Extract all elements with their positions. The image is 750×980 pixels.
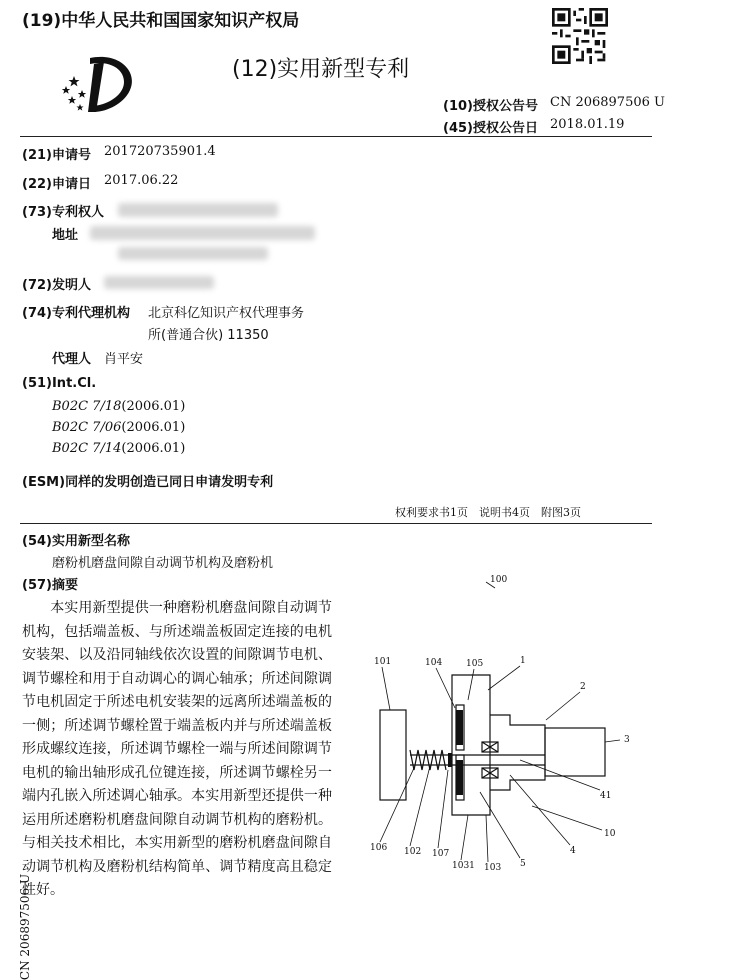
fig-label-1: 1 (520, 656, 526, 666)
page-counts: 权利要求书1页 说明书4页 附图3页 (395, 506, 581, 519)
address-redacted-line1 (90, 226, 315, 240)
fig-label-10: 10 (604, 829, 616, 839)
agent-name: 肖平安 (104, 352, 144, 367)
side-publication-number: CN 206897506 U (18, 873, 33, 980)
fig-label-2: 2 (580, 682, 586, 692)
ipc-code: B02C 7/18 (52, 399, 122, 414)
ipc-row-3 (52, 441, 185, 456)
app-date: 2017.06.22 (104, 173, 179, 188)
fig-label-104: 104 (425, 658, 443, 668)
agency-label: (74)专利代理机构 (22, 306, 130, 321)
fig-label-100: 100 (490, 575, 508, 585)
fig-label-106: 106 (370, 843, 388, 853)
part-3-motor (545, 728, 605, 776)
part-106-spring (410, 750, 446, 770)
agent-label: 代理人 (52, 352, 92, 367)
inventor-label: (72)发明人 (22, 278, 91, 293)
address-redacted-line2 (118, 247, 268, 260)
inventor-redacted (104, 276, 214, 289)
header-divider (20, 136, 652, 137)
pub-no-label: (10)授权公告号 (443, 99, 538, 114)
address-label: 地址 (52, 228, 79, 243)
office-name: (19)中华人民共和国国家知识产权局 (22, 11, 300, 31)
part-101-plate (380, 710, 406, 800)
fig-label-103: 103 (484, 863, 502, 873)
fig-label-107: 107 (432, 849, 450, 859)
agency-line1: 北京科亿知识产权代理事务 (148, 306, 305, 321)
ipc-year: (2006.01) (121, 420, 186, 435)
utility-model-title: 磨粉机磨盘间隙自动调节机构及磨粉机 (52, 556, 274, 571)
fig-label-101: 101 (374, 657, 392, 667)
app-no: 201720735901.4 (104, 144, 216, 159)
pub-date-label: (45)授权公告日 (443, 121, 538, 136)
ipc-code: B02C 7/06 (52, 420, 122, 435)
ipc-year: (2006.01) (121, 399, 186, 414)
fig-label-1031: 1031 (452, 861, 475, 871)
patentee-label: (73)专利权人 (22, 205, 104, 220)
ipc-year: (2006.01) (121, 441, 186, 456)
biblio-divider (20, 523, 652, 524)
qr-code-icon (552, 8, 608, 64)
app-date-label: (22)申请日 (22, 177, 91, 192)
fig-label-102: 102 (404, 847, 422, 857)
abstract-text: 本实用新型提供一种磨粉机磨盘间隙自动调节机构，包括端盖板、与所述端盖板固定连接的电机安装架、以及沿同轴线依次设置的间隙调节电机、调节螺栓和用于自动调心的调心轴承；所述间隙调节电机固定于所述电机安装架的远离所述端盖板的一侧；所述调节螺栓置于端盖板内并与所述端盖板形成螺纹连接，所述调节螺栓一端与所述间隙调节电机的输出轴形成孔位键连接，所述调节螺栓另一端内孔嵌入所述调心轴承。本实用新型还提供一种运用所述磨粉机磨盘间隙自动调节机构的磨粉机。与相关技术相比，本实用新型的磨粉机磨盘间隙自动调节机构及磨粉机结构简单、调节精度高且稳定性好。 (22, 600, 332, 898)
ipc-row-1 (52, 399, 185, 414)
esm-note: (ESM)同样的发明创造已同日申请发明专利 (22, 475, 274, 490)
document-type: (12)实用新型专利 (232, 57, 410, 82)
cnipa-logo-icon (60, 50, 140, 116)
fig-label-41: 41 (600, 791, 612, 801)
abstract-label: (57)摘要 (22, 578, 78, 593)
agency-line2: 所(普通合伙) 11350 (148, 328, 269, 343)
fig-label-5: 5 (520, 859, 526, 869)
pub-date: 2018.01.19 (550, 117, 625, 132)
ipc-code: B02C 7/14 (52, 441, 122, 456)
app-no-label: (21)申请号 (22, 148, 91, 163)
patentee-redacted (118, 203, 278, 217)
ipc-row-2 (52, 420, 185, 435)
pub-no: CN 206897506 U (550, 95, 665, 110)
fig-label-3: 3 (624, 735, 630, 745)
fig-label-4: 4 (570, 846, 576, 856)
title-label: (54)实用新型名称 (22, 534, 130, 549)
fig-label-105: 105 (466, 659, 484, 669)
patent-figure (360, 570, 660, 900)
intcl-label: (51)Int.Cl. (22, 376, 97, 391)
